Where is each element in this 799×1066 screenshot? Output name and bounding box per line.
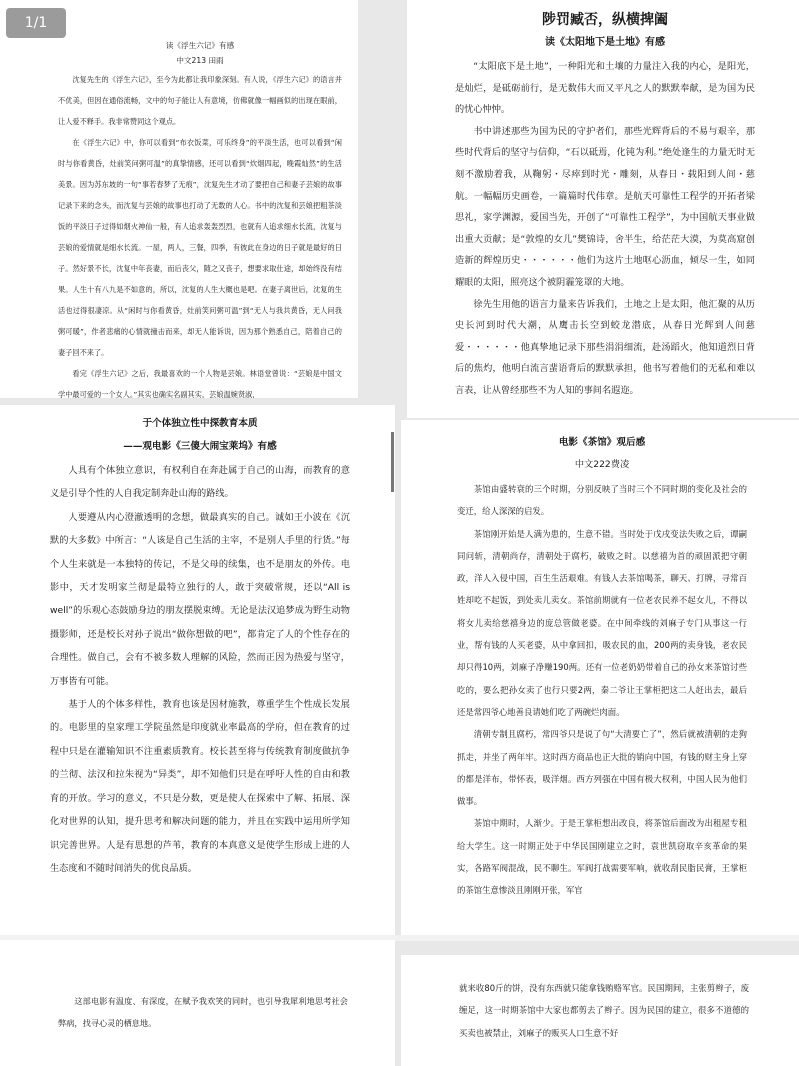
essay-taiyang (455, 6, 755, 402)
essay-chaguan-continued (459, 977, 749, 1044)
essay-sansha-continued (58, 990, 348, 1034)
essay-title: 读《太阳地下是土地》有感 (545, 37, 665, 48)
essay-fusheng (58, 38, 342, 398)
paragraph: 清朝专制且腐朽，常四爷只是说了句“大清要亡了”，然后就被清朝的走狗抓走，并坐了两年牢。这时西方商品也正大批的销向中国，有钱的财主身上穿的都是洋布，带怀表，吸洋烟。西方列强在中国有极大权利，中国人民为他们做事。 (457, 729, 747, 807)
paragraph: 看完《浮生六记》之后，我最喜欢的一个人物是芸娘。林语堂曾说：“芸娘是中国文学中最可爱的一个女人。”其实也确实名副其实，芸娘温婉贤淑， (58, 369, 342, 398)
paragraph: “太阳底下是土地”，一种阳光和土壤的力量注入我的内心，是阳光，是灿烂，是砥砺前行，是无数伟大而又平凡之人的默默奉献，是为国为民的忧心忡忡。 (455, 61, 755, 116)
document-page-3 (0, 405, 395, 935)
paragraph: 人具有个体独立意识，有权利自在奔赴属于自己的山海，而教育的意义是引导个性的人自我定制奔赴山海的路线。 (50, 465, 350, 500)
paragraph: 书中讲述那些为国为民的守护者们，那些光辉背后的不易与艰辛，那些时代背后的坚守与信仰，“石以砥焉，化钝为利。”绝处逢生的力量无时无刻不激励着我，从鞠躬・尽瘁到时光・雕刻，从春日・载阳到人间・慈航。一幅幅历史画卷，一篇篇时代伟章。是航天可靠性工程学的开拓者梁思礼，家学渊源，爱国当先，开创了“可靠性工程学”，为中国航天事业做出重大贡献；是“敦煌的女儿”樊锦诗，舍半生，给茫茫大漠，为莫高窟创造新的辉煌历史・・・・・・他们为这片土地呕心沥血，倾尽一生，如同耀眼的太阳，照亮这个被阴霾笼罩的大地。 (455, 125, 755, 288)
essay-title: 于个体独立性中探教育本质 (142, 418, 258, 429)
page-indicator[interactable]: 1/1 (6, 8, 66, 38)
paragraph: 人要遵从内心澄澈透明的念想，做最真实的自己。诚如王小波在《沉默的大多数》中所言：“人该是自己生活的主宰，不是别人手里的行货。”每个人生来就是一本独特的传记，不是父母的续集，也不是朋友的外传。电影中，天才发明家兰彻是最特立独行的人，敢于突破常规，还以“All is well”的乐观心态鼓励身边的朋友摆脱束缚。无论是法汉追梦成为野生动物摄影师，还是校长对孙子说出“做你想做的吧”，都肯定了人的个性存在的合理性。做自己，会有不被多数人理解的风险，然而正因为热爱与坚守，万事皆有可能。 (50, 511, 350, 687)
paragraph: 基于人的个体多样性，教育也该是因材施教，尊重学生个性成长发展的。电影里的皇家理工学院虽然是印度就业率最高的学府，但在教育的过程中只是在灌输知识不注重素质教育。校长甚至将与传统教育制度做抗争的兰彻、法汉和拉朱视为“异类”，却不知他们只是在呼吁人性的自由和教育的开放。学习的意义，不只是分数，更是使人在探索中了解、拓展、深化对世界的认知，提升思考和解决问题的能力，并且在实践中运用所学知识完善世界。人是有思想的芦苇，教育的本真意义是使学生形成上进的人生态度和不随时间消失的优良品质。 (50, 699, 350, 874)
essay-subtitle: ——观电影《三傻大闹宝莱坞》有感 (123, 441, 277, 452)
document-page-1 (0, 0, 358, 398)
essay-author: 中文222费凌 (574, 459, 630, 470)
document-page-6 (401, 955, 799, 1066)
essay-title: 电影《茶馆》观后感 (558, 437, 646, 448)
paragraph: 茶馆由盛转衰的三个时期，分别反映了当时三个不同时期的变化及社会的变迁，给人深深的启发。 (457, 484, 747, 517)
paragraph: 就来收80斤的饼，没有东西就只能拿钱贿赂军官。民国期间，主张剪辫子，废缠足，这一时期茶馆中大家也都剪去了辫子。因为民国的建立，很多不道德的买卖也被禁止，刘麻子的贩买人口生意不好 (459, 983, 749, 1038)
paragraph: 茶馆刚开始是人满为患的，生意不错。当时处于戊戌变法失败之后，谭嗣同问斩，清朝尚存，清朝处于腐朽，破败之时。以慈禧为首的顽固派把守朝政，洋人入侵中国，百生生活艰难。有钱人去茶馆喝茶，聊天、打牌，寻常百姓却吃不起饭，到处卖儿卖女。茶馆前期就有一位老农民养不起女儿，不得以将女儿卖给慈禧身边的庞总管做老婆。在中间牵线的刘麻子专门从事这一行业，帮有钱的人买老婆，从中拿回扣，吸农民的血，200两的卖身钱，老农民却只得10两，刘麻子净赚190两。还有一位老奶奶带着自己的孙女来茶馆讨些吃的，要么把孙女卖了也行只要2两，秦二爷让王掌柜把这二人赶出去，最后还是常四爷心地善良请她们吃了两碗烂肉面。 (457, 528, 747, 717)
essay-title: 读《浮生六记》有感 (165, 41, 235, 50)
essay-author: 中文213 田雨 (176, 56, 224, 65)
document-page-5 (0, 940, 395, 1066)
section-header: 陟罚臧否，纵横捭阖 (542, 12, 668, 28)
paragraph: 这部电影有温度、有深度，在赋予我欢笑的同时，也引导我犀利地思考社会弊病，找寻心灵的栖息地。 (58, 996, 348, 1028)
paragraph: 徐先生用他的语言力量来告诉我们，土地之上是太阳，他汇聚的从历史长河到时代大潮，从鹰击长空到蛟龙潜底，从春日光辉到人间慈爱・・・・・・他真挚地记录下那些涓涓细流，赴汤蹈火，他知道烈日背后的焦灼，他明白流言蜚语背后的默默承担，他书写着他们的无私和难以言表，让从曾经那些不为人知的事间名遐迩。 (455, 298, 755, 396)
document-page-2 (407, 0, 799, 418)
paragraph: 茶馆中期时，人渐少。于是王掌柜想出改良，将茶馆后面改为出租屋专租给大学生。这一时期正处于中华民国刚建立之时，袁世凯窃取辛亥革命的果实，各路军阀混战，民不聊生。军阀打战需要军响，就收刮民脂民膏，王掌柜的茶馆生意惨淡且刚刚开张，军官 (457, 818, 747, 896)
document-page-4 (401, 420, 799, 935)
essay-chaguan (457, 432, 747, 902)
vertical-scrollbar-thumb[interactable] (391, 432, 394, 492)
paragraph: 在《浮生六记》中，你可以看到“布衣饭菜，可乐终身”的平淡生活，也可以看到“闲时与你看黄昏，灶前笑问粥可温”的真挚情感，还可以看到“炊烟四起，晚霞灿然”的生活美景。因为苏东坡的一句“事若春梦了无痕”，沈复先生才动了要把自己和妻子芸娘的故事记录下来的念头，而沈复与芸娘的故事也打动了无数的人心。书中的沈复和芸娘把粗茶淡饭的平淡日子过得如烟火神仙一般，有人追求轰轰烈烈，也就有人追求细水长流，沈复与芸娘的爱情就是细水长流。一屋，两人，三餐，四季，有彼此在身边的日子就是最好的日子。然好景不长，沈复中年丧妻，而后丧父，随之又丧子，想要求取仕途，却始终没有结果。人生十有八九是不如意的，所以，沈复的人生大概也是吧。在妻子离世后，沈复的生活也过得很凄凉。从“闲时与你看黄昏，灶前笑问粥可温”到“无人与我共黄昏，无人问我粥可暖”，作者悲痛的心情就撞击而来，却无人能诉说，因为那个熟悉自己，陪着自己的妻子回不来了。 (58, 138, 342, 357)
essay-sansha (50, 413, 350, 880)
paragraph: 沈复先生的《浮生六记》，至今为此都让我印象深刻。有人说，《浮生六记》的语言并不优美，但因在通俗流畅，文中的句子能让人有意境，仿佛就像一幅画似的出现在眼前，让人爱不释手。我非常赞同这个观点。 (58, 75, 342, 126)
